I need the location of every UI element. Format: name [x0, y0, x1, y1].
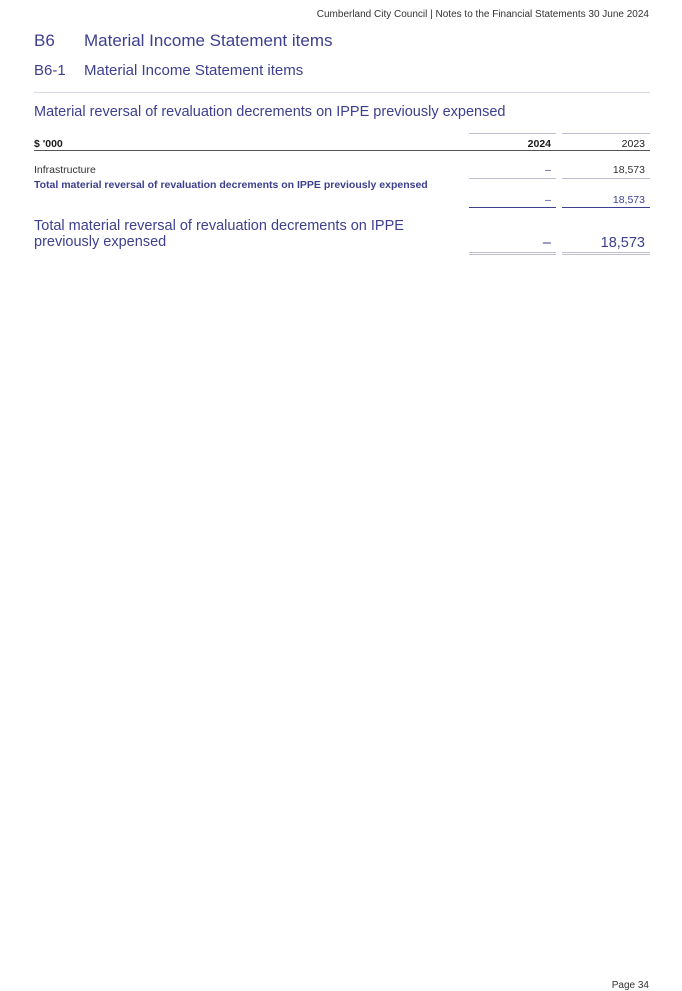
table-title: Material reversal of revaluation decrements on IPPE previously expensed	[34, 104, 506, 120]
total-row-label: Total material reversal of revaluation decrements on IPPE previously expensed	[34, 179, 428, 191]
row-rule-2023	[562, 178, 650, 179]
subsection-title-text: Material Income Statement items	[84, 62, 304, 79]
summary-rule-2023-b	[562, 254, 650, 255]
summary-rule-2023-a	[562, 252, 650, 253]
summary-value-2024: –	[542, 235, 551, 251]
summary-label: Total material reversal of revaluation decrements on IPPE previously expensed	[34, 218, 404, 250]
row-value-2024: –	[545, 164, 551, 176]
column-header-2024: 2024	[527, 138, 551, 150]
col-2024-top-rule	[469, 133, 556, 134]
subsection-number: B6-1	[34, 62, 66, 79]
page-number: Page 34	[611, 980, 649, 991]
column-header-2023: 2023	[621, 138, 645, 150]
row-value-2023: 18,573	[612, 164, 645, 176]
row-rule-2024	[469, 178, 556, 179]
column-header-units: $ '000	[34, 138, 63, 150]
total-value-2024: –	[545, 194, 551, 206]
col-2023-top-rule	[562, 133, 650, 134]
total-rule-2024	[469, 207, 556, 208]
section-heading	[34, 31, 332, 51]
running-header: Cumberland City Council | Notes to the Financial Statements 30 June 2024	[316, 9, 649, 20]
summary-rule-2024-a	[469, 252, 556, 253]
total-rule-2023	[562, 207, 650, 208]
summary-value-2023: 18,573	[600, 235, 645, 251]
row-label-infrastructure: Infrastructure	[34, 164, 96, 176]
table-header-rule	[34, 150, 650, 151]
total-value-2023: 18,573	[612, 194, 645, 206]
heading-divider	[34, 92, 650, 93]
subsection-heading	[34, 62, 303, 79]
summary-rule-2024-b	[469, 254, 556, 255]
section-number: B6	[34, 31, 55, 50]
section-title-text: Material Income Statement items	[84, 31, 333, 50]
